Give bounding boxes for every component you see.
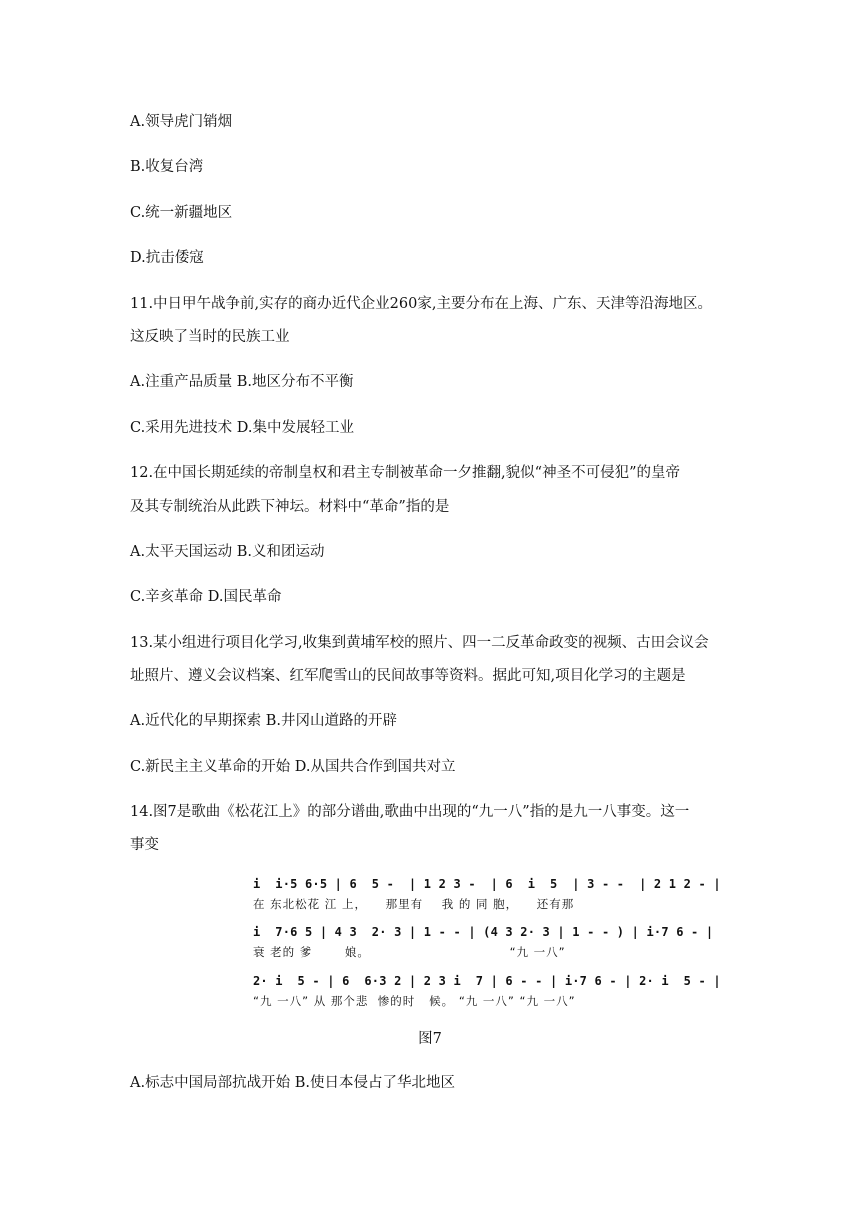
score-row2-notes: i 7·6 5 | 4 3 2· 3 | 1 - - | (4 3 2· 3 | 1 - - ) | i·7 6 - | [253,925,714,939]
q12-options-line1: A.太平天国运动 B.义和团运动 [130,544,325,560]
q14-options-line1: A.标志中国局部抗战开始 B.使日本侵占了华北地区 [130,1075,455,1091]
q10-option-a: A.领导虎门销烟 [130,114,233,130]
q12-stem-line2: 及其专制统治从此跌下神坛。材料中“革命”指的是 [130,499,450,515]
q10-option-b: B.收复台湾 [130,159,204,175]
q11-stem-line2: 这反映了当时的民族工业 [130,329,290,345]
q13-stem-line2: 址照片、遵义会议档案、红军爬雪山的民间故事等资料。据此可知,项目化学习的主题是 [130,668,686,684]
q13-options-line2: C.新民主主义革命的开始 D.从国共合作到国共对立 [130,759,456,775]
score-row2-lyrics: 衰 老的 爹 娘。 “九 一八” [253,945,566,959]
q10-option-d: D.抗击倭寇 [130,250,204,266]
q11-options-line1: A.注重产品质量 B.地区分布不平衡 [130,374,354,390]
q11-options-line2: C.采用先进技术 D.集中发展轻工业 [130,420,355,436]
q12-options-line2: C.辛亥革命 D.国民革命 [130,589,282,605]
score-row3-notes: 2· i 5 - | 6 6·3 2 | 2 3 i 7 | 6 - - | i·7 6 - | 2· i 5 - | [253,974,721,988]
q14-stem-line1: 14.图7是歌曲《松花江上》的部分谱曲,歌曲中出现的“九一八”指的是九一八事变。这一 [130,804,690,820]
q12-stem-line1: 12.在中国长期延续的帝制皇权和君主专制被革命一夕推翻,貌似“神圣不可侵犯”的皇帝 [130,465,680,481]
score-row3-lyrics: “九 一八” 从 那个悲 惨的时 候。 “九 一八” “九 一八” [253,994,576,1008]
q10-option-c: C.统一新疆地区 [130,205,233,221]
q14-stem-line2: 事变 [130,837,159,853]
q13-stem-line1: 13.某小组进行项目化学习,收集到黄埔军校的照片、四一二反革命政变的视频、古田会议会 [130,635,709,651]
music-score-figure [253,869,721,1017]
score-row1-lyrics: 在 东北松花 江 上， 那里有 我 的 同 胞， 还有那 [253,897,575,911]
q11-stem-line1: 11.中日甲午战争前,实存的商办近代企业260家,主要分布在上海、广东、天津等沿海地区。 [130,296,712,312]
figure-caption: 图7 [418,1031,442,1047]
score-row1-notes: i i·5 6·5 | 6 5 - | 1 2 3 - | 6 i 5 | 3 - - | 2 1 2 - | [253,877,721,891]
q13-options-line1: A.近代化的早期探索 B.井冈山道路的开辟 [130,713,397,729]
